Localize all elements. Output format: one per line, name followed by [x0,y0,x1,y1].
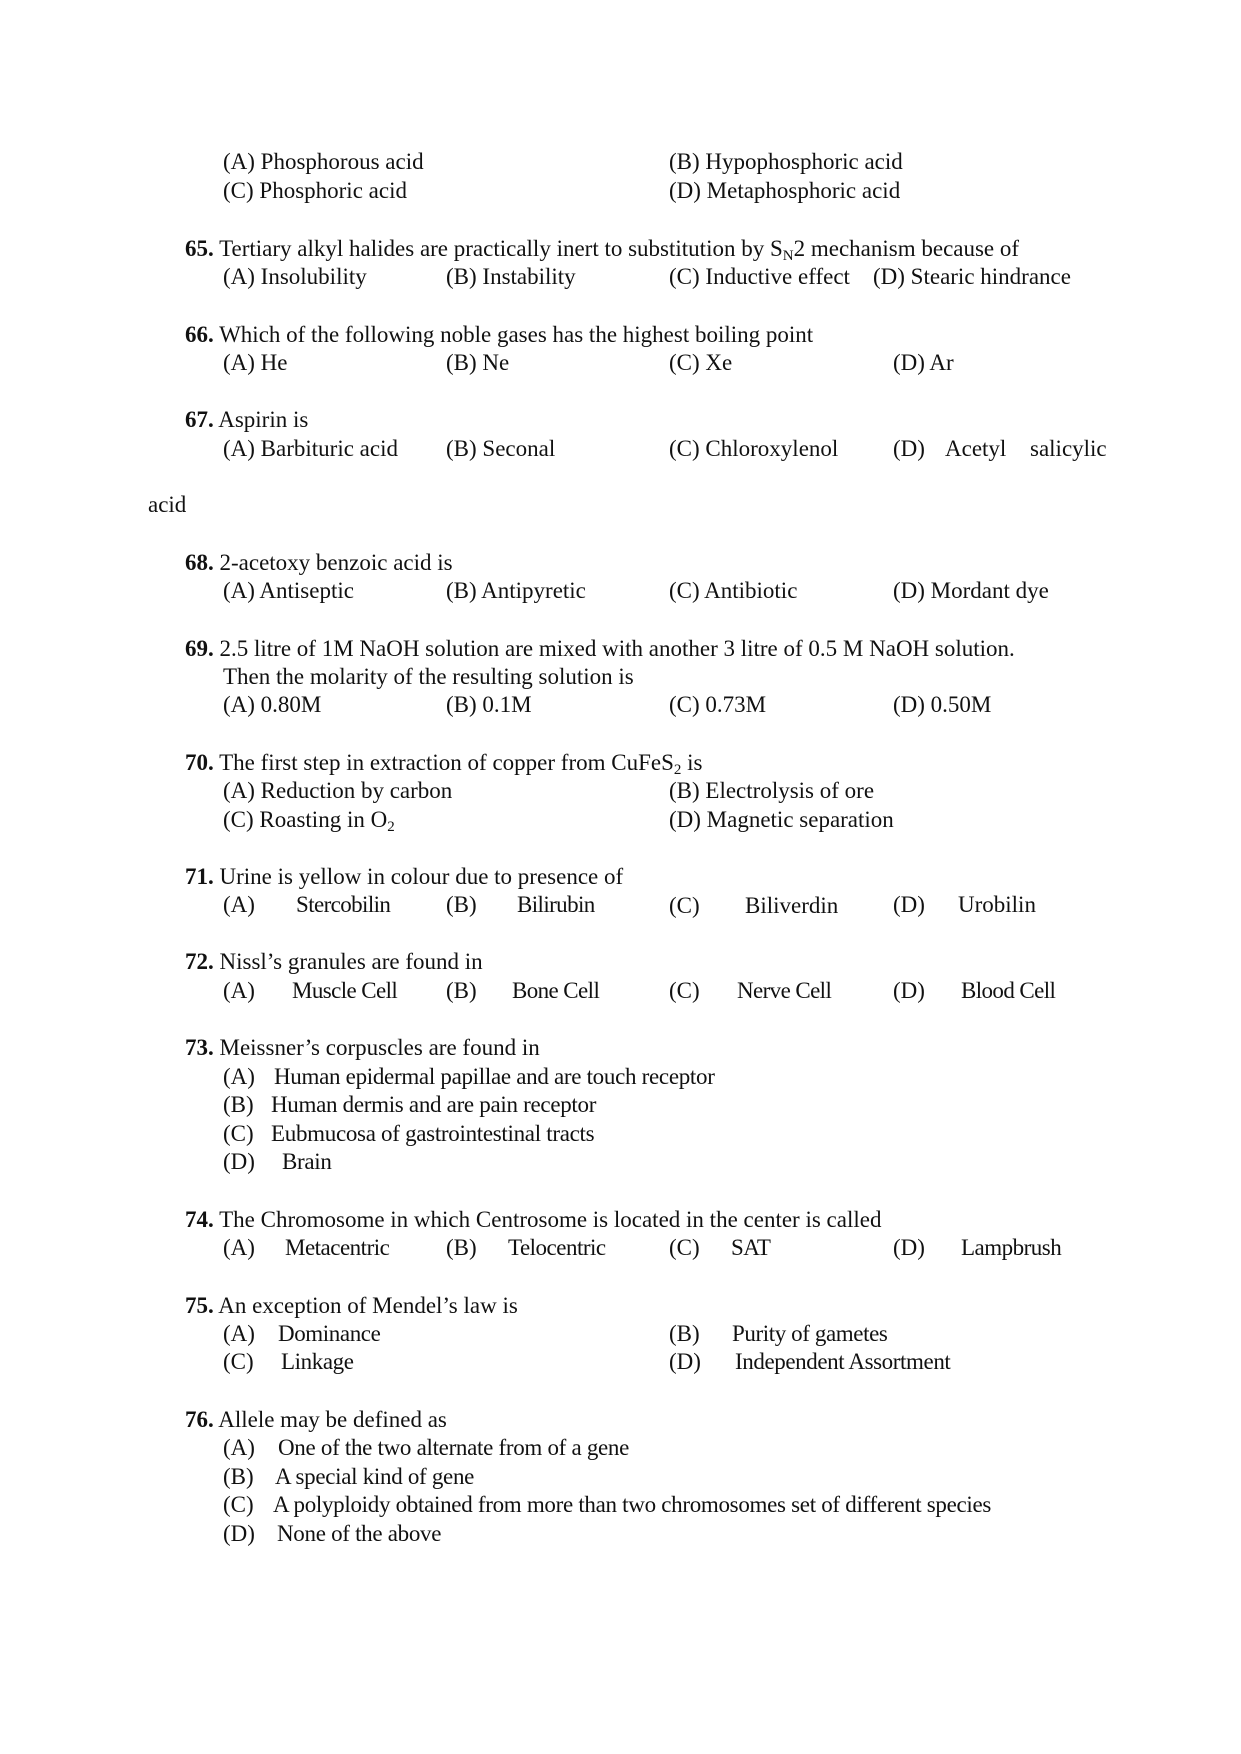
question-text: An exception of Mendel’s law is [218,1293,518,1318]
q73-option-c-text: Eubmucosa of gastrointestinal tracts [271,1121,595,1146]
question-73 [185,1034,540,1062]
question-number: 66. [185,322,214,347]
q76-option-d-text: None of the above [277,1521,442,1546]
q64-option-c: (C) Phosphoric acid [223,178,407,203]
q74-option-c-label: (C) [669,1235,700,1260]
question-text: Tertiary alkyl halides are practically inert to substitution by $S_N2$ mechanism because of [219,236,1020,264]
q71-option-b-label: (B) [446,892,477,917]
q73-option-b-label: (B) [223,1092,254,1117]
q69-option-d: (D) 0.50M [893,692,992,717]
question-74 [185,1206,881,1234]
q72-option-a-text: Muscle Cell [292,978,398,1003]
q75-option-b-text: Purity of gametes [732,1321,888,1346]
question-text: The first step in extraction of copper from CuFeS$_2$ is [219,750,703,778]
question-text: Which of the following noble gases has the highest boiling point [219,322,814,347]
q66-option-c: (C) Xe [669,350,733,375]
q73-option-c-label: (C) [223,1121,254,1146]
q73-option-a-text: Human epidermal papillae and are touch receptor [274,1064,715,1089]
question-75 [185,1292,518,1320]
q68-option-a: (A) Antiseptic [223,578,354,603]
question-text: The Chromosome in which Centrosome is located in the center is called [219,1207,882,1232]
q71-option-c-text: Biliverdin [745,893,839,918]
q72-option-c-text: Nerve Cell [737,978,832,1003]
q71-option-b-text: Bilirubin [517,892,595,917]
question-number: 65. [185,236,214,261]
q69-option-b: (B) 0.1M [446,692,532,717]
question-71 [185,863,623,891]
q64-option-a: (A) Phosphorous acid [223,149,424,174]
q72-option-a-label: (A) [223,978,255,1003]
q76-option-c-label: (C) [223,1492,254,1517]
question-68 [185,549,453,577]
question-69-text-line2: Then the molarity of the resulting solution is [223,664,634,689]
q76-option-a-label: (A) [223,1435,255,1460]
q75-option-c-text: Linkage [281,1349,354,1374]
q72-option-d-text: Blood Cell [961,978,1056,1003]
q74-option-d-label: (D) [893,1235,925,1260]
q76-option-d-label: (D) [223,1521,255,1546]
q76-option-c-text: A polyploidy obtained from more than two chromosomes set of different species [273,1492,992,1517]
q71-option-d-text: Urobilin [958,892,1036,917]
q72-option-b-label: (B) [446,978,477,1003]
question-number: 71. [185,864,214,889]
q75-option-a-text: Dominance [278,1321,381,1346]
q70-option-c: (C) Roasting in $O_2$ [223,807,395,835]
question-text: 2.5 litre of 1M NaOH solution are mixed with another 3 litre of 0.5 M NaOH solution. [219,636,1015,661]
q66-option-a: (A) He [223,350,288,375]
q65-option-b: (B) Instability [446,264,576,289]
q70-option-a: (A) Reduction by carbon [223,778,453,803]
q67-option-d-label: (D) [893,436,925,461]
q65-option-a: (A) Insolubility [223,264,367,289]
question-70 [185,749,702,777]
q76-option-b-label: (B) [223,1464,254,1489]
q75-option-d-label: (D) [669,1349,701,1374]
q67-option-d-word1: Acetyl [945,436,1007,461]
q69-option-a: (A) 0.80M [223,692,322,717]
q71-option-a-label: (A) [223,892,255,917]
question-number: 70. [185,750,214,775]
q75-option-c-label: (C) [223,1349,254,1374]
question-number: 73. [185,1035,214,1060]
question-text: Urine is yellow in colour due to presence of [219,864,624,889]
q74-option-a-label: (A) [223,1235,255,1260]
q67-option-b: (B) Seconal [446,436,556,461]
question-number: 68. [185,550,214,575]
question-number: 76. [185,1407,214,1432]
q74-option-a-text: Metacentric [285,1235,390,1260]
question-text: Nissl’s granules are found in [219,949,483,974]
question-76 [185,1406,447,1434]
q73-option-b-text: Human dermis and are pain receptor [271,1092,597,1117]
q67-option-a: (A) Barbituric acid [223,436,398,461]
q76-option-b-text: A special kind of gene [275,1464,475,1489]
question-69 [185,635,1015,663]
q68-option-b: (B) Antipyretic [446,578,586,603]
question-text: 2-acetoxy benzoic acid is [219,550,453,575]
q74-option-b-label: (B) [446,1235,477,1260]
q75-option-d-text: Independent Assortment [735,1349,951,1374]
q64-option-b: (B) Hypophosphoric acid [669,149,903,174]
q67-option-c: (C) Chloroxylenol [669,436,839,461]
question-number: 69. [185,636,214,661]
q67-option-d-wrap: acid [148,492,187,517]
q73-option-d-label: (D) [223,1149,255,1174]
q74-option-c-text: SAT [731,1235,771,1260]
q68-option-d: (D) Mordant dye [893,578,1049,603]
q72-option-c-label: (C) [669,978,700,1003]
question-number: 67. [185,407,214,432]
q69-option-c: (C) 0.73M [669,692,767,717]
q70-option-d: (D) Magnetic separation [669,807,894,832]
q73-option-d-text: Brain [282,1149,332,1174]
q67-option-d-word2: salicylic [1030,436,1107,461]
q64-option-d: (D) Metaphosphoric acid [669,178,901,203]
q66-option-b: (B) Ne [446,350,510,375]
question-text: Meissner’s corpuscles are found in [219,1035,540,1060]
q65-option-c: (C) Inductive effect [669,264,850,289]
question-text: Aspirin is [218,407,309,432]
question-number: 75. [185,1293,214,1318]
question-66 [185,321,813,349]
question-72 [185,948,483,976]
q71-option-c-label: (C) [669,893,700,918]
q71-option-a-text: Stercobilin [296,892,391,917]
q73-option-a-label: (A) [223,1064,255,1089]
question-67 [185,406,308,434]
question-number: 74. [185,1207,214,1232]
q66-option-d: (D) Ar [893,350,954,375]
question-number: 72. [185,949,214,974]
question-text: Allele may be defined as [218,1407,447,1432]
q75-option-b-label: (B) [669,1321,700,1346]
q75-option-a-label: (A) [223,1321,255,1346]
q65-option-d: (D) Stearic hindrance [873,264,1071,289]
question-65 [185,235,1019,263]
q68-option-c: (C) Antibiotic [669,578,798,603]
q74-option-b-text: Telocentric [508,1235,606,1260]
q76-option-a-text: One of the two alternate from of a gene [278,1435,630,1460]
q70-option-b: (B) Electrolysis of ore [669,778,875,803]
q71-option-d-label: (D) [893,892,925,917]
q72-option-d-label: (D) [893,978,925,1003]
q72-option-b-text: Bone Cell [512,978,600,1003]
q74-option-d-text: Lampbrush [961,1235,1062,1260]
